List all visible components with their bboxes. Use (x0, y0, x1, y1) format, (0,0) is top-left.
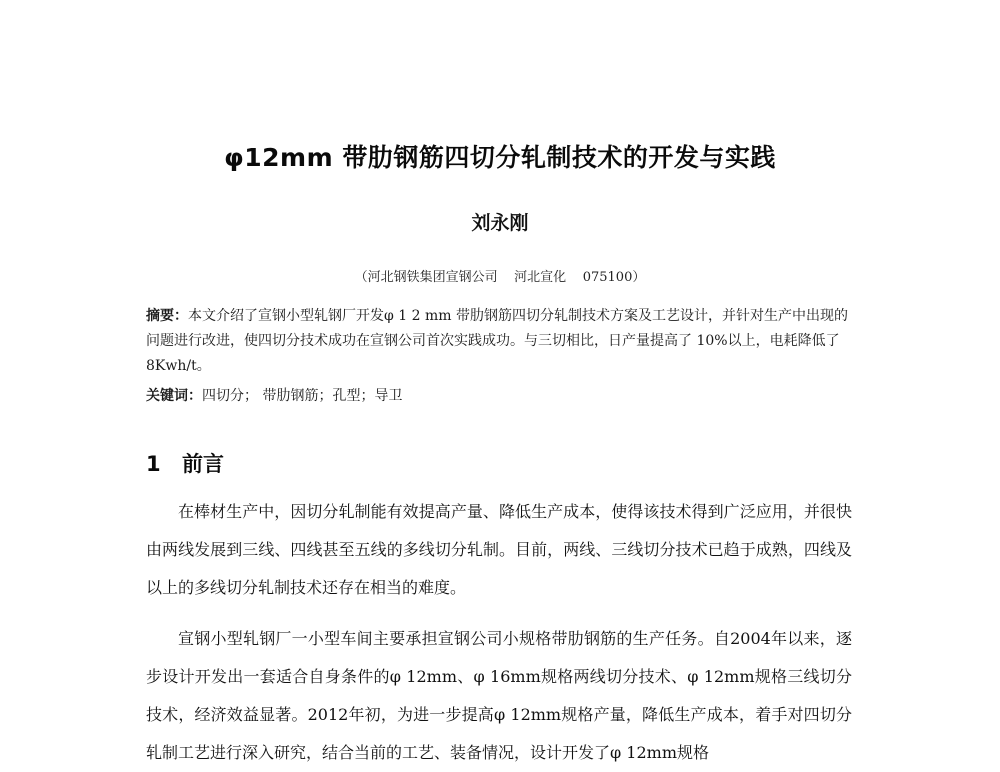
body-paragraph (146, 493, 852, 607)
abstract-label: 摘要： (146, 308, 188, 324)
section-title: 前言 (182, 452, 224, 476)
abstract-text: 本文介绍了宣钢小型轧钢厂开发φ 1 2 mm 带肋钢筋四切分轧制技术方案及工艺设计，并针对生产中出现的问题进行改进，使四切分技术成功在宣钢公司首次实践成功。与三切相比，日产量提高了 10%以上，电耗降低了 8Kwh/t。 (146, 308, 848, 374)
body-paragraph (146, 620, 852, 772)
paragraph-text: 在棒材生产中，因切分轧制能有效提高产量、降低生产成本，使得该技术得到广泛应用，并很快由两线发展到三线、四线甚至五线的多线切分轧制。目前，两线、三线切分技术已趋于成熟，四线及以上的多线切分轧制技术还存在相当的难度。 (146, 502, 852, 597)
paragraph-text: 宣钢小型轧钢厂一小型车间主要承担宣钢公司小规格带肋钢筋的生产任务。自2004年以来，逐步设计开发出一套适合自身条件的φ 12mm、φ 16mm规格两线切分技术、φ 12mm规格三线切分技术，经济效益显著。2012年初，为进一步提高φ 12mm规格产量，降低生产成本，着手对四切分轧制工艺进行深入研究，结合当前的工艺、装备情况，设计开发了φ 12mm规格 (146, 629, 852, 762)
abstract (146, 304, 852, 379)
author-affiliation: （河北钢铁集团宣钢公司 河北宣化 075100） (354, 270, 646, 285)
section-number: 1 (146, 452, 161, 476)
paper-title: φ12mm 带肋钢筋四切分轧制技术的开发与实践 (224, 143, 776, 172)
keywords-text: 四切分； 带肋钢筋；孔型；导卫 (202, 388, 403, 404)
section-heading (146, 448, 224, 478)
author-name: 刘永刚 (471, 212, 529, 234)
keywords (146, 384, 852, 409)
keywords-label: 关键词： (146, 388, 202, 404)
